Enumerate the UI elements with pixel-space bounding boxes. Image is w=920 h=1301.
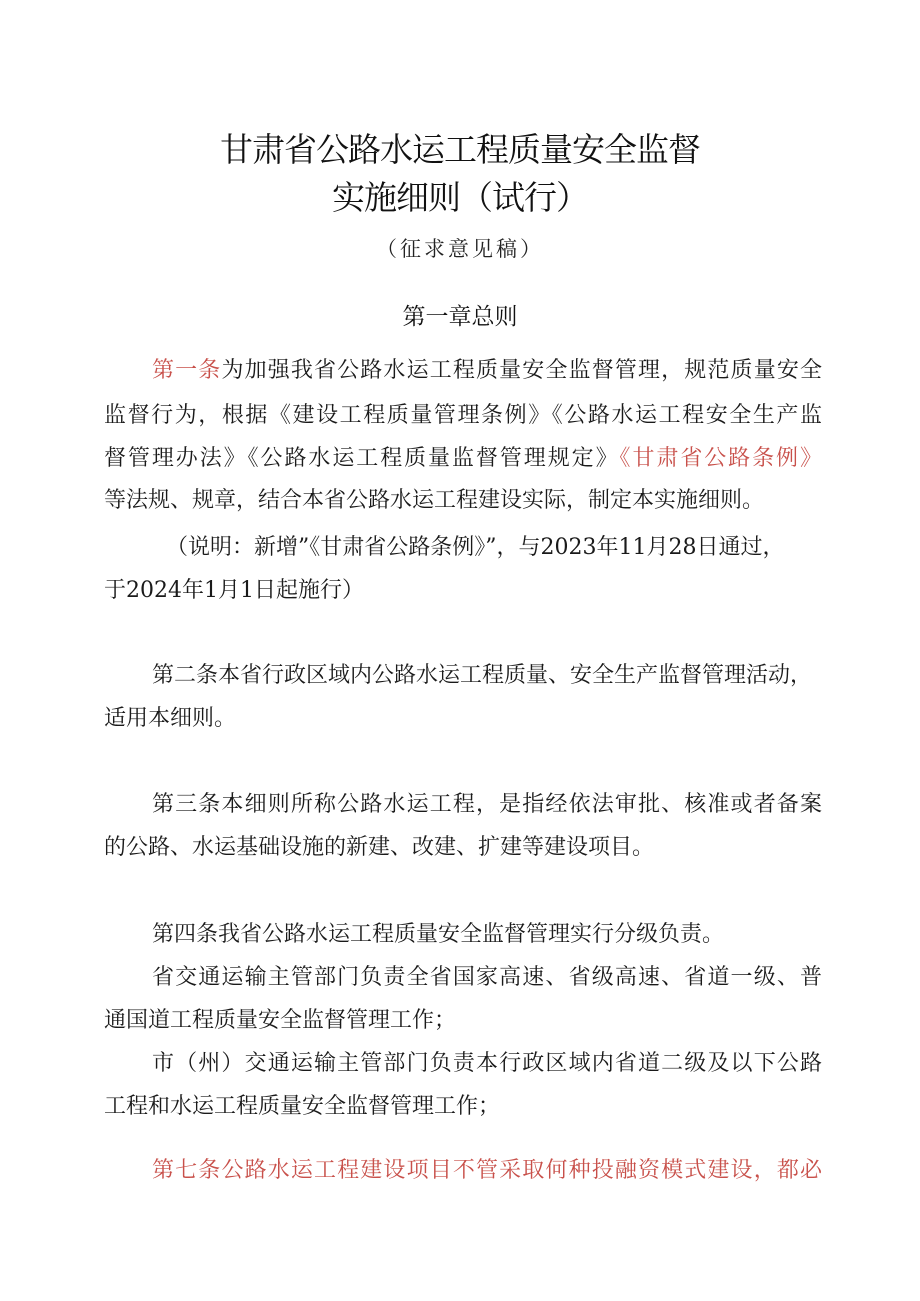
chapter-heading: 第一章总则 xyxy=(402,304,518,330)
document-subtitle: （征求意见稿） xyxy=(376,237,544,261)
article4-para2-line1: 省交通运输主管部门负责全省国家高速、省级高速、省道一级、普 xyxy=(152,965,822,990)
article7-line1-text: 公路水运工程建设项目不管采取何种投融资模式建设，都必 xyxy=(221,1158,822,1183)
article1-line1 xyxy=(152,356,822,386)
article4-para2-line2: 通国道工程质量安全监督管理工作； xyxy=(104,1008,457,1033)
article1-line3-text: 督管理办法》《公路水运工程质量监督管理规定》 xyxy=(104,446,620,471)
article1-label: 第一条 xyxy=(152,358,222,383)
note-line1: （说明：新增”《甘肃省公路条例》”，与2023年11月28日通过， xyxy=(166,535,785,560)
article2-line1: 第二条本省行政区域内公路水运工程质量、安全生产监督管理活动， xyxy=(152,663,813,688)
document-title-line2: 实施细则（试行） xyxy=(332,178,588,217)
article3-line1: 第三条本细则所称公路水运工程，是指经依法审批、核准或者备案 xyxy=(152,792,822,817)
article4-para3-line2: 工程和水运工程质量安全监督管理工作； xyxy=(104,1094,501,1119)
article4-line1: 第四条我省公路水运工程质量安全监督管理实行分级负责。 xyxy=(152,922,725,947)
article4-para3-line1: 市（州）交通运输主管部门负责本行政区域内省道二级及以下公路 xyxy=(152,1051,822,1076)
article1-line3 xyxy=(104,444,822,474)
article3-line2: 的公路、水运基础设施的新建、改建、扩建等建设项目。 xyxy=(104,835,655,860)
article1-highlight-regulation: 《甘肃省公路条例》 xyxy=(619,446,822,471)
document-title-line1: 甘肃省公路水运工程质量安全监督 xyxy=(220,130,700,169)
article2-line2: 适用本细则。 xyxy=(104,706,237,731)
article7-line1 xyxy=(152,1156,822,1186)
article1-line4: 等法规、规章，结合本省公路水运工程建设实际，制定本实施细则。 xyxy=(104,488,765,513)
article1-line1-text: 为加强我省公路水运工程质量安全监督管理，规范质量安全 xyxy=(221,358,822,383)
note-line2: 于2024年1月1日起施行） xyxy=(104,578,364,603)
article7-label: 第七条 xyxy=(152,1158,222,1183)
article1-line2: 监督行为，根据《建设工程质量管理条例》《公路水运工程安全生产监 xyxy=(104,403,822,428)
